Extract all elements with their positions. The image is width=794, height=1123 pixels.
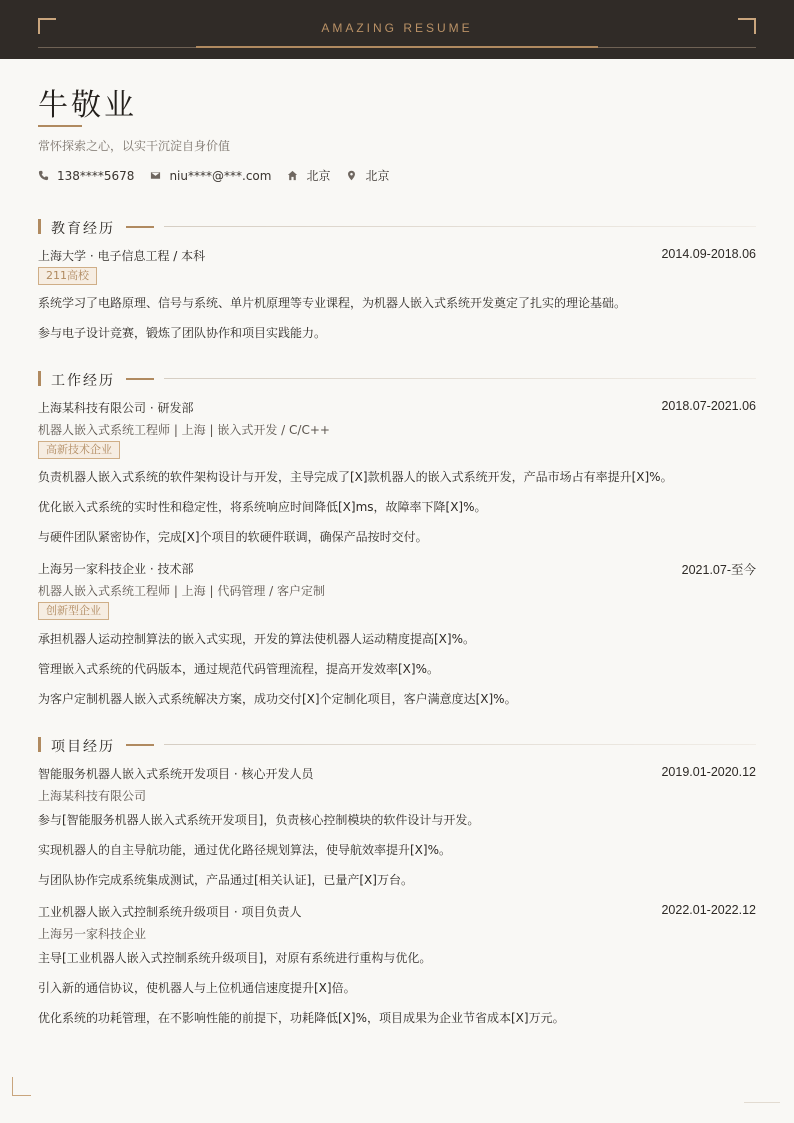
work-heading: 上海某科技有限公司 · 研发部 — [38, 401, 194, 415]
section-work-header — [38, 370, 756, 388]
work-subtitle: 机器人嵌入式系统工程师 | 上海 | 嵌入式开发 / C/C++ — [38, 423, 330, 437]
section-title: 项目经历 — [51, 739, 115, 755]
header-bar — [0, 0, 794, 59]
work-subtitle: 机器人嵌入式系统工程师 | 上海 | 代码管理 / 客户定制 — [38, 584, 326, 598]
project-bullet: 实现机器人的自主导航功能，通过优化路径规划算法，使导航效率提升[X]%。 — [38, 843, 451, 857]
education-description: 系统学习了电路原理、信号与系统、单片机原理等专业课程，为机器人嵌入式系统开发奠定了扎实的理论基础。 — [38, 296, 627, 310]
education-description: 参与电子设计竞赛，锻炼了团队协作和项目实践能力。 — [38, 326, 327, 340]
name-underline — [38, 125, 82, 127]
phone-icon — [38, 170, 49, 181]
education-heading: 上海大学 · 电子信息工程 / 本科 — [38, 249, 206, 263]
contact-phone — [38, 169, 134, 183]
contact-phone-text: 138****5678 — [57, 168, 135, 183]
section-marker — [38, 737, 41, 752]
section-divider — [164, 378, 756, 379]
work-bullet: 承担机器人运动控制算法的嵌入式实现，开发的算法使机器人运动精度提高[X]%。 — [38, 632, 475, 646]
section-marker — [38, 219, 41, 234]
project-company: 上海另一家科技企业 — [38, 927, 147, 941]
location-pin-icon — [346, 170, 357, 181]
work-date: 2021.07-至今 — [681, 563, 756, 577]
section-title: 工作经历 — [51, 373, 115, 389]
section-accent-line — [126, 744, 154, 746]
header-divider-accent — [196, 46, 598, 48]
candidate-name: 牛敬业 — [38, 88, 137, 123]
section-projects-header — [38, 736, 756, 754]
project-heading: 智能服务机器人嵌入式系统开发项目 · 核心开发人员 — [38, 767, 314, 781]
section-divider — [164, 744, 756, 745]
work-bullet: 负责机器人嵌入式系统的软件架构设计与开发，主导完成了[X]款机器人的嵌入式系统开发，产品市场占有率提升[X]%。 — [38, 470, 673, 484]
contact-location-text: 北京 — [365, 169, 390, 183]
work-bullet: 管理嵌入式系统的代码版本，通过规范代码管理流程，提高开发效率[X]%。 — [38, 662, 439, 676]
corner-ornament-bottom-left — [12, 1077, 31, 1096]
mail-icon — [150, 170, 161, 181]
project-bullet: 参与[智能服务机器人嵌入式系统开发项目]，负责核心控制模块的软件设计与开发。 — [38, 813, 480, 827]
header-label: AMAZING RESUME — [321, 21, 473, 35]
contact-home-text: 北京 — [306, 169, 331, 183]
footer-ornament-line — [744, 1102, 780, 1103]
project-bullet: 主导[工业机器人嵌入式控制系统升级项目]，对原有系统进行重构与优化。 — [38, 951, 432, 965]
project-company: 上海某科技有限公司 — [38, 789, 147, 803]
project-bullet: 与团队协作完成系统集成测试，产品通过[相关认证]，已量产[X]万台。 — [38, 873, 413, 887]
section-title: 教育经历 — [51, 221, 115, 237]
work-tag-badge: 高新技术企业 — [38, 441, 120, 459]
project-date: 2019.01-2020.12 — [661, 765, 756, 779]
education-date: 2014.09-2018.06 — [661, 247, 756, 261]
project-date: 2022.01-2022.12 — [661, 903, 756, 917]
section-accent-line — [126, 226, 154, 228]
motto: 常怀探索之心，以实干沉淀自身价值 — [38, 139, 231, 153]
contact-list — [38, 167, 405, 184]
work-heading: 上海另一家科技企业 · 技术部 — [38, 562, 194, 576]
section-education-header — [38, 218, 756, 236]
work-tag-badge: 创新型企业 — [38, 602, 109, 620]
work-date: 2018.07-2021.06 — [661, 399, 756, 413]
education-tag-badge: 211高校 — [38, 267, 97, 285]
project-heading: 工业机器人嵌入式控制系统升级项目 · 项目负责人 — [38, 905, 302, 919]
project-bullet: 引入新的通信协议，使机器人与上位机通信速度提升[X]倍。 — [38, 981, 356, 995]
project-bullet: 优化系统的功耗管理，在不影响性能的前提下，功耗降低[X]%，项目成果为企业节省成本[X]万元。 — [38, 1011, 565, 1025]
contact-email-text: niu****@***.com — [169, 168, 272, 183]
contact-home — [287, 167, 330, 184]
work-bullet: 与硬件团队紧密协作，完成[X]个项目的软硬件联调，确保产品按时交付。 — [38, 530, 428, 544]
contact-location — [346, 167, 389, 184]
section-divider — [164, 226, 756, 227]
home-icon — [287, 170, 298, 181]
work-bullet: 为客户定制机器人嵌入式系统解决方案，成功交付[X]个定制化项目，客户满意度达[X]%。 — [38, 692, 517, 706]
section-accent-line — [126, 378, 154, 380]
work-bullet: 优化嵌入式系统的实时性和稳定性，将系统响应时间降低[X]ms，故障率下降[X]%。 — [38, 500, 487, 514]
section-marker — [38, 371, 41, 386]
contact-email — [150, 169, 271, 183]
